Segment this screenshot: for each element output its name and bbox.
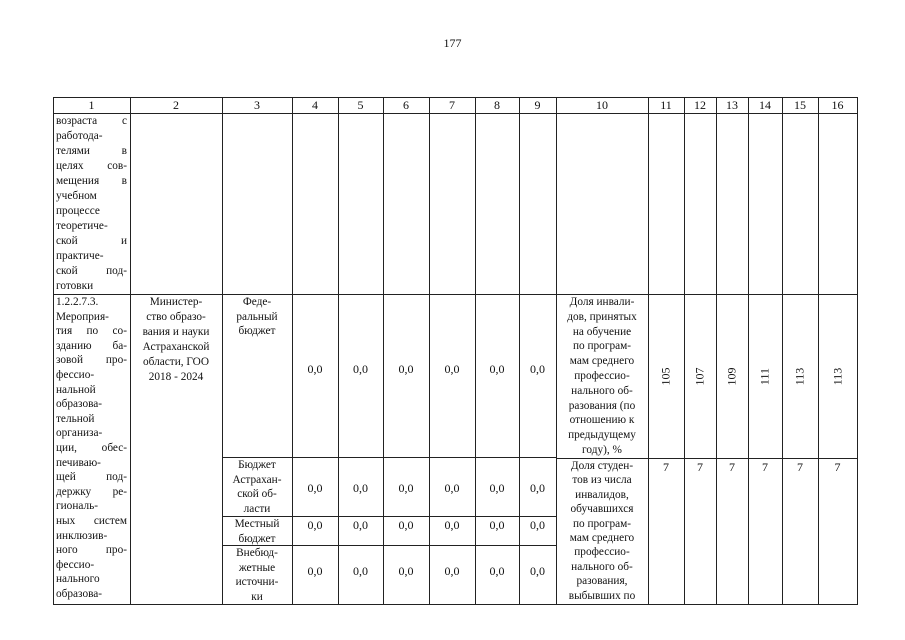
row1-col1-line: мещения в [56,175,127,187]
funding-source-1-line: Бюджет [238,459,276,471]
col-border-11 [684,97,685,604]
header-col-13: 13 [726,98,738,112]
indicator2-value-0: 7 [663,460,669,474]
col-border-15 [818,97,819,604]
header-col-16: 16 [831,98,844,112]
indicator2-text-line: выбывших по [568,589,636,602]
indicator2-value-2: 7 [729,460,735,474]
row2-col1-line: тия по со- [56,325,127,338]
indicator1-value-1: 107 [692,367,707,386]
row1-col1-line: работода- [56,130,103,142]
funding-value-1-2: 0,0 [398,481,414,495]
funding-value-2-5: 0,0 [530,518,545,532]
row2-col1-line: гиональ- [56,500,99,513]
row2-col1-line: держку ре- [56,485,127,498]
header-col-11: 11 [660,98,672,112]
funding-value-0-4: 0,0 [489,362,505,376]
row1-col1-line: возраста с [56,115,127,127]
funding-value-1-0: 0,0 [307,481,323,495]
row2-col1-line: образова- [56,398,103,411]
funding-value-0-2: 0,0 [398,362,414,376]
row2-col1-line: нального [56,573,100,586]
indicator1-value-5: 113 [830,367,844,386]
header-col-15: 15 [794,98,806,112]
indicator2-text-line: мам среднего [569,532,635,545]
funding-value-3-0: 0,0 [307,564,323,578]
col-border-0 [53,97,54,604]
row2-col1-line: зовой про- [56,354,127,367]
responsible-executor-text-line: 2018 - 2024 [148,371,204,383]
row2-col1-line: ции, обес- [56,441,127,454]
indicator1-text-line: мам среднего [569,355,635,368]
row2-col1-line: печиваю- [56,456,101,469]
responsible-executor-text-line: Министер- [149,296,203,308]
row2-col1-line: организа- [56,427,103,440]
indicator1-value-3: 111 [757,367,772,386]
indicator1-text-line: по програм- [572,340,632,353]
header-col-12: 12 [694,98,706,112]
funding-value-0-5: 0,0 [530,362,545,376]
indicator1-text-line: разования (по [568,399,636,412]
funding-value-1-3: 0,0 [444,481,460,495]
row1-col1-line: теоретиче- [56,220,108,232]
header-col-5: 5 [357,98,364,112]
indicator2-text-line: разования, [576,575,628,588]
indicator2-text [558,459,646,603]
row2-col1-line: образова- [56,587,103,600]
col-border-14 [782,97,783,604]
funding-value-3-3: 0,0 [444,564,460,578]
funding-source-3-line: источни- [235,576,279,588]
row1-col1-line: учебном [56,190,97,202]
indicator2-text-line: тов из числа [572,474,632,487]
row1-col1-line: целях сов- [56,160,127,172]
row1-col1-line: готовки [56,280,94,292]
row2-col1-line: ного про- [56,544,127,557]
indicator2-value-4: 7 [797,460,803,474]
header-col-9: 9 [534,98,541,112]
row1-col1-line: телями в [56,145,127,157]
row2-col1-line: Мероприя- [56,310,109,323]
col-border-13 [748,97,749,604]
row1-col1-line: ской и [56,235,127,247]
row2-col1-line: нальной [56,383,96,396]
indicator1-text-line: году), % [582,443,622,456]
header-col-1: 1 [88,98,95,112]
funding-value-2-0: 0,0 [307,518,323,532]
funding-value-0-1: 0,0 [353,362,368,376]
header-bottom-border [53,113,858,114]
col-border-9 [556,97,557,604]
funding-source-3 [223,546,291,604]
funding-source-0 [223,295,291,339]
responsible-executor-text-line: вания и науки [142,326,210,338]
funding-source-0-line: Феде- [242,296,272,308]
indicator1-value-4: 113 [792,367,807,386]
row2-col1-line: ных систем [56,514,127,527]
row2-col1-line: тельной [56,412,95,425]
header-col-6: 6 [403,98,409,112]
header-col-10: 10 [596,98,608,112]
indicator2-value-5: 7 [834,460,841,474]
indicator1-text-line: отношению к [569,414,635,427]
funding-value-2-3: 0,0 [444,518,460,532]
funding-value-2-4: 0,0 [489,518,505,532]
funding-value-0-3: 0,0 [444,362,460,376]
indicator2-text-line: инвалидов, [575,488,629,501]
row2-col1-text [56,295,127,601]
funding-source-1-line: ской об- [237,488,277,500]
indicator1-value-0: 105 [658,367,673,386]
indicator2-text-line: по програм- [572,517,632,530]
page-number: 177 [443,36,462,50]
indicator2-text-line: обучавшихся [570,503,634,516]
col-border-16 [857,97,858,604]
funding-source-0-line: бюджет [238,325,276,337]
table-bottom-border [53,604,858,605]
col-border-12 [716,97,717,604]
indicator2-text-line: профессио- [574,546,630,559]
funding-source-3-line: Внебюд- [236,547,278,559]
indicator1-text-line: Доля инвали- [569,296,635,308]
responsible-executor-text-line: области, ГОО [143,356,209,368]
funding-value-1-5: 0,0 [530,481,545,495]
funding-source-2-line: бюджет [238,532,276,545]
indicator2-text-line: Доля студен- [570,460,634,472]
indicator1-text-line: нального об- [571,384,633,397]
row1-col1-line: практиче- [56,250,104,262]
row1-col1-line: процессе [56,205,100,217]
funding-value-2-2: 0,0 [398,518,414,532]
row1-col1-line: ской под- [56,265,127,277]
header-col-8: 8 [494,98,500,112]
indicator1-text [558,295,646,458]
row2-col1-line: 1.2.2.7.3. [56,296,99,308]
row2-col1-line: инклюзив- [56,529,108,542]
row2-col1-line: фессио- [56,368,95,381]
funding-value-3-2: 0,0 [398,564,414,578]
funding-source-2-line: Местный [234,518,280,530]
funding-source-1 [223,458,291,516]
funding-value-3-4: 0,0 [489,564,505,578]
funding-source-2 [223,517,291,546]
row2-col1-line: зданию ба- [56,339,127,352]
responsible-executor-text [131,295,221,385]
funding-value-3-5: 0,0 [530,564,545,578]
funding-source-0-line: ральный [236,310,278,323]
responsible-executor-text-line: Астраханской [142,341,210,353]
funding-value-1-4: 0,0 [489,481,505,495]
header-col-7: 7 [449,98,455,112]
funding-source-3-line: ки [251,590,263,603]
header-col-4: 4 [312,98,318,112]
indicator1-text-line: дов, принятых [567,310,637,323]
funding-source-3-line: жетные [238,561,276,574]
row1-col1-text [56,114,127,294]
header-col-3: 3 [254,98,260,112]
funding-value-3-1: 0,0 [353,564,368,578]
row2-col1-line: фессио- [56,558,95,571]
indicator1-text-line: на обучение [572,325,632,338]
indicator1-text-line: профессио- [574,369,630,382]
funding-value-1-1: 0,0 [353,481,368,495]
header-col-2: 2 [173,98,179,112]
funding-source-1-line: Астрахан- [232,473,282,486]
indicator2-value-1: 7 [697,460,703,474]
funding-source-1-line: ласти [243,502,271,515]
funding-value-2-1: 0,0 [353,518,368,532]
responsible-executor-text-line: ство образо- [146,311,206,323]
header-col-14: 14 [759,98,771,112]
indicator2-text-line: нального об- [571,560,633,573]
col-border-10 [648,97,649,604]
row2-col1-line: щей под- [56,471,127,484]
indicator1-value-2: 109 [724,367,739,386]
indicator1-text-line: предыдущему [568,429,636,442]
indicator2-value-3: 7 [762,460,768,474]
funding-value-0-0: 0,0 [307,362,323,376]
